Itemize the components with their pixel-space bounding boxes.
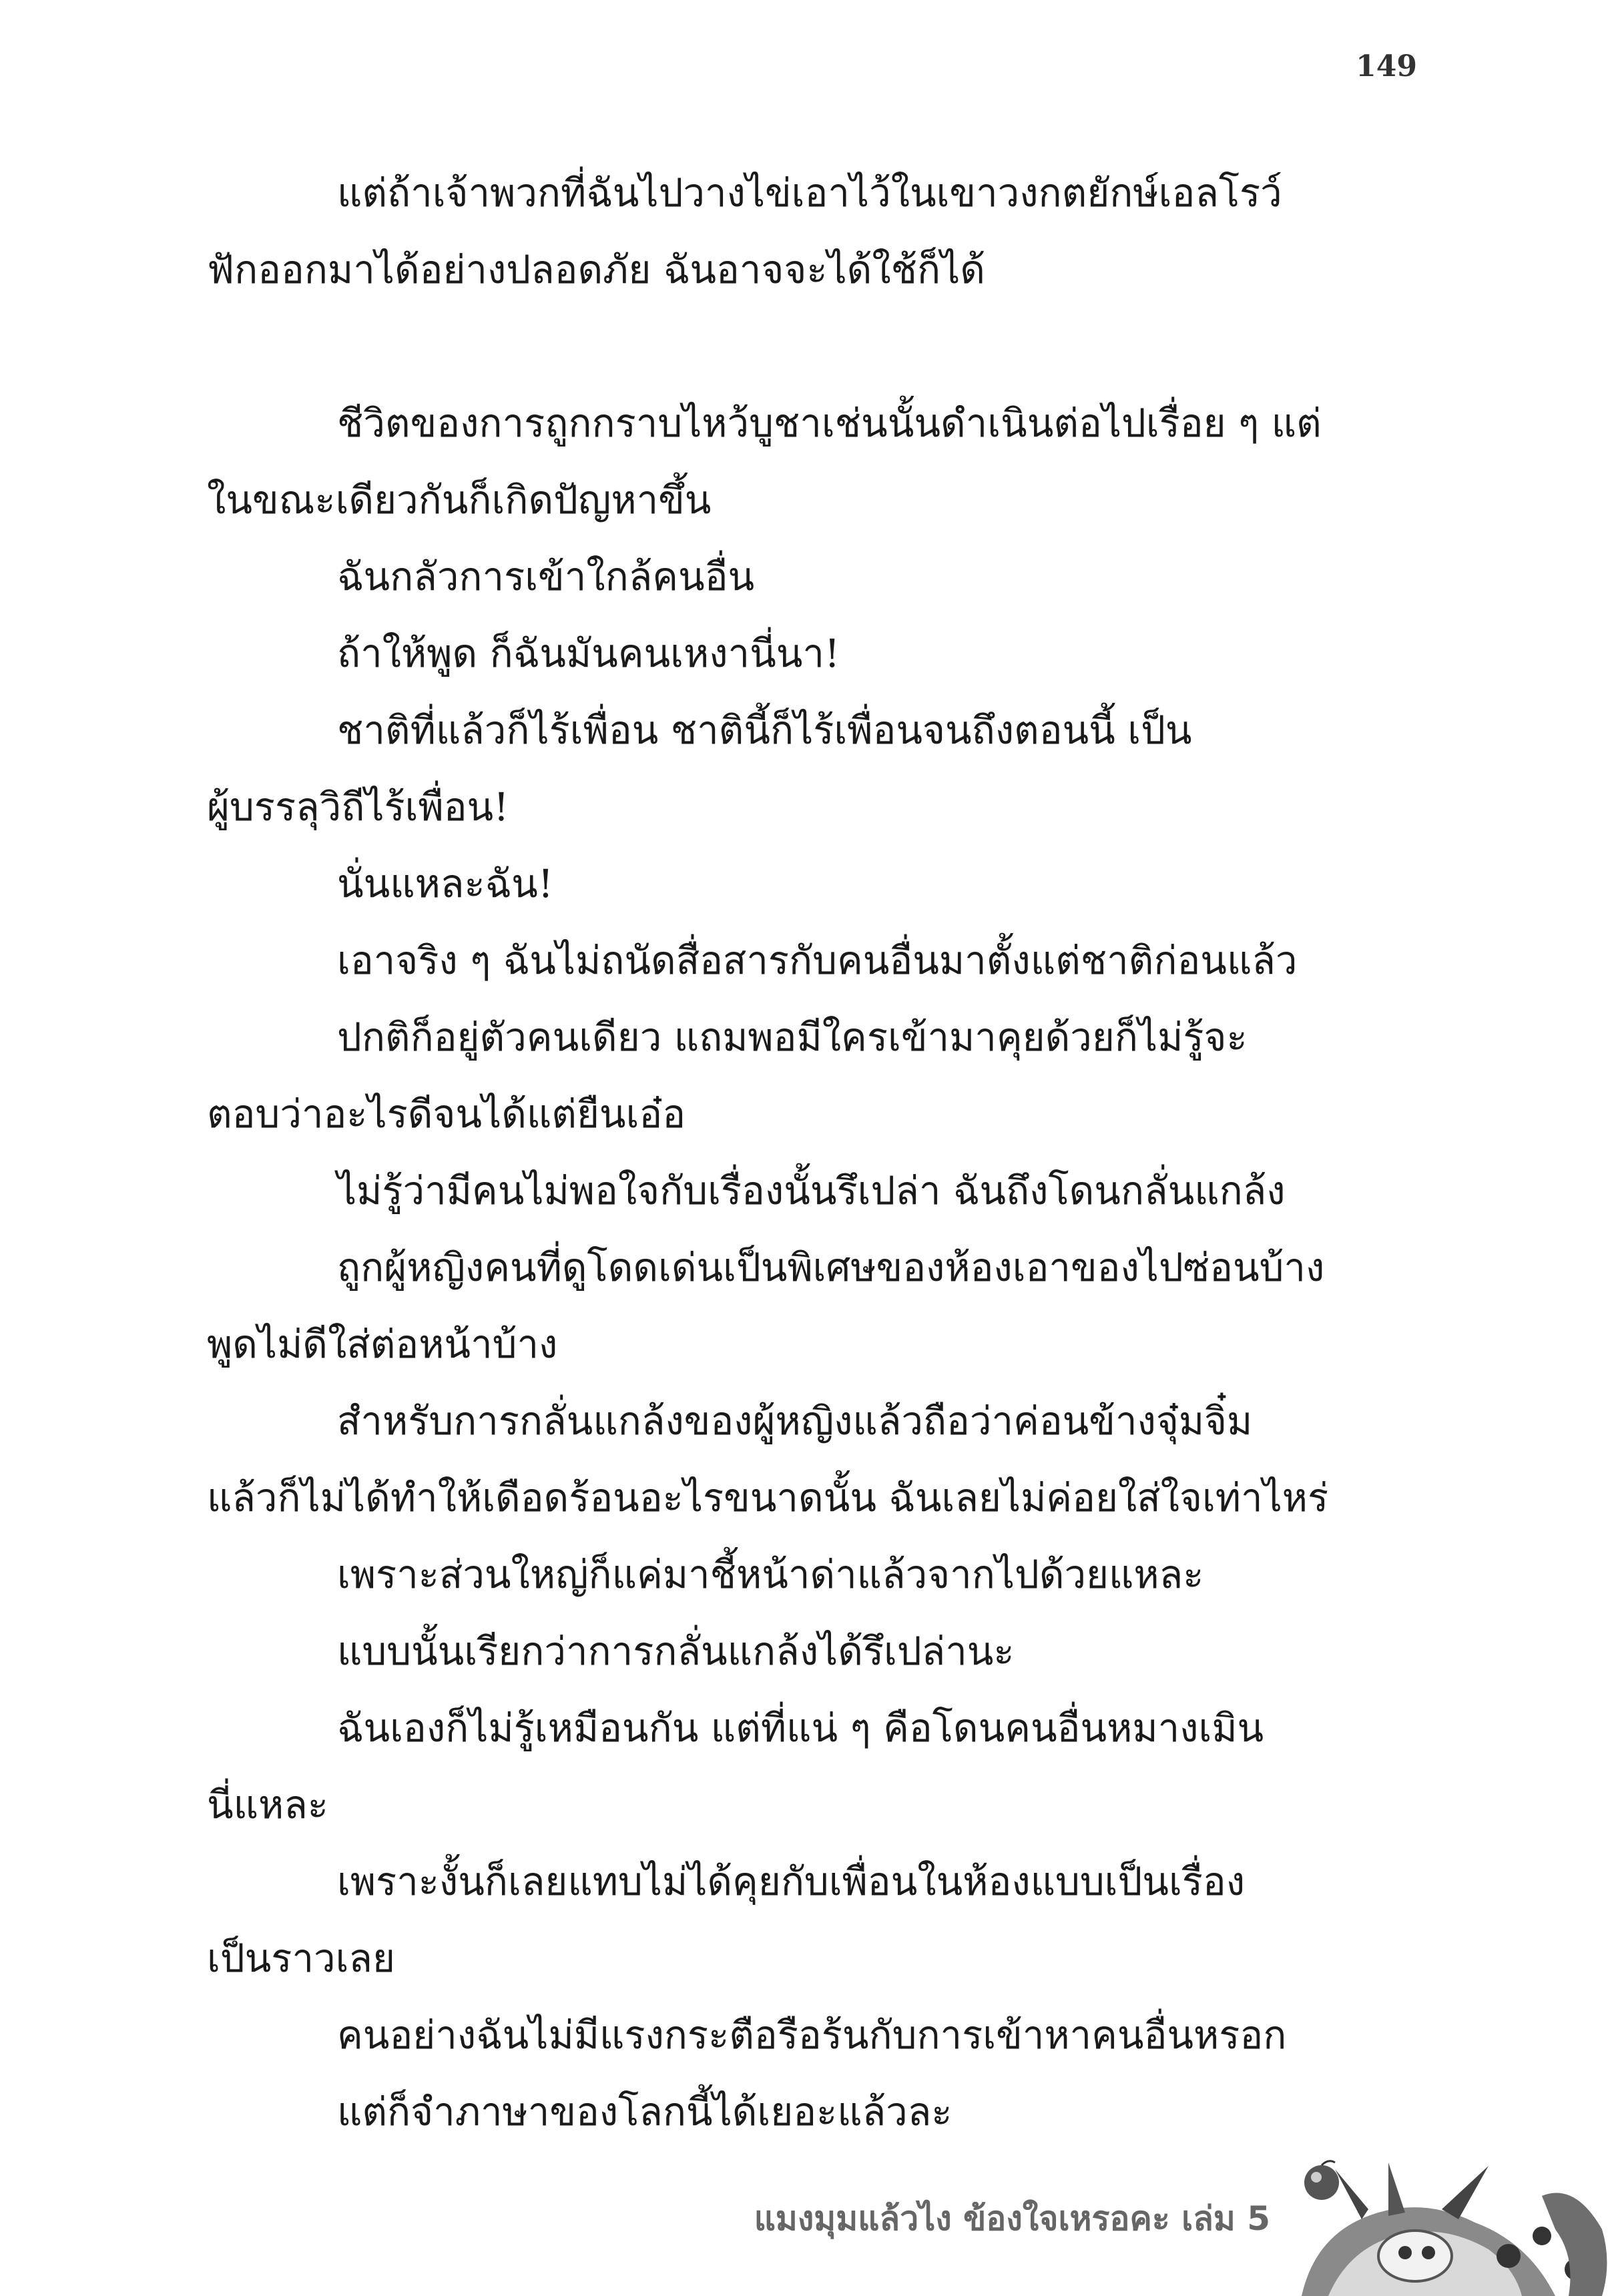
text-line: สำหรับการกลั่นแกล้งของผู้หญิงแล้วถือว่าค่อนข้างจุ๋มจิ๋ม	[337, 1398, 1253, 1444]
text-line: ชีวิตของการถูกกราบไหว้บูชาเช่นนั้นดำเนินต่อไปเรื่อย ๆ แต่	[337, 400, 1322, 446]
text-line: เพราะงั้นก็เลยแทบไม่ได้คุยกับเพื่อนในห้องแบบเป็นเรื่อง	[337, 1859, 1246, 1904]
text-line: คนอย่างฉันไม่มีแรงกระตือรือร้นกับการเข้าหาคนอื่นหรอก	[337, 2012, 1287, 2058]
text-line: ฉันกลัวการเข้าใกล้คนอื่น	[337, 554, 755, 599]
text-line: แต่ก็จำภาษาของโลกนี้ได้เยอะแล้วละ	[337, 2089, 953, 2134]
text-line: ถูกผู้หญิงคนที่ดูโดดเด่นเป็นพิเศษของห้องเอาของไปซ่อนบ้าง	[337, 1245, 1325, 1290]
text-line: ฉันเองก็ไม่รู้เหมือนกัน แต่ที่แน่ ๆ คือโดนคนอื่นหมางเมิน	[337, 1705, 1264, 1751]
text-line: แบบนั้นเรียกว่าการกลั่นแกล้งได้รึเปล่านะ	[337, 1629, 1015, 1674]
text-line: นั่นแหละฉัน!	[337, 861, 554, 906]
body-text	[207, 155, 1418, 2150]
text-line: เอาจริง ๆ ฉันไม่ถนัดสื่อสารกับคนอื่นมาตั้งแต่ชาติก่อนแล้ว	[337, 938, 1298, 983]
text-line: ฟักออกมาได้อย่างปลอดภัย ฉันอาจจะได้ใช้ก็ได้	[207, 247, 985, 292]
spider-mascot-illustration	[1288, 2156, 1612, 2296]
text-line: ปกติก็อยู่ตัวคนเดียว แถมพอมีใครเข้ามาคุยด้วยก็ไม่รู้จะ	[337, 1015, 1248, 1060]
text-line: ชาติที่แล้วก็ไร้เพื่อน ชาตินี้ก็ไร้เพื่อนจนถึงตอนนี้ เป็น	[337, 707, 1192, 753]
page-number: 149	[1356, 49, 1417, 83]
text-line: แล้วก็ไม่ได้ทำให้เดือดร้อนอะไรขนาดนั้น ฉันเลยไม่ค่อยใส่ใจเท่าไหร่	[207, 1475, 1329, 1520]
text-line: เป็นราวเลย	[207, 1936, 395, 1981]
blank-line	[207, 308, 1418, 385]
text-line: เพราะส่วนใหญ่ก็แค่มาชี้หน้าด่าแล้วจากไปด้วยแหละ	[337, 1552, 1204, 1597]
text-line: ถ้าให้พูด ก็ฉันมันคนเหงานี่นา!	[337, 631, 840, 676]
text-line: ไม่รู้ว่ามีคนไม่พอใจกับเรื่องนั้นรึเปล่า ฉันถึงโดนกลั่นแกล้ง	[337, 1168, 1286, 1213]
footer-book-title: แมงมุมแล้วไง ข้องใจเหรอคะ เล่ม 5	[754, 2199, 1270, 2238]
spider-illustration-icon	[1302, 2161, 1607, 2296]
text-line: นี่แหละ	[207, 1782, 328, 1827]
text-line: แต่ถ้าเจ้าพวกที่ฉันไปวางไข่เอาไว้ในเขาวงกตยักษ์เอลโรว์	[337, 170, 1282, 216]
text-line: ผู้บรรลุวิถีไร้เพื่อน!	[207, 784, 509, 830]
text-line: ในขณะเดียวกันก็เกิดปัญหาขึ้น	[207, 477, 712, 523]
text-line: ตอบว่าอะไรดีจนได้แต่ยืนเอ๋อ	[207, 1091, 686, 1137]
text-line: พูดไม่ดีใส่ต่อหน้าบ้าง	[207, 1322, 558, 1367]
